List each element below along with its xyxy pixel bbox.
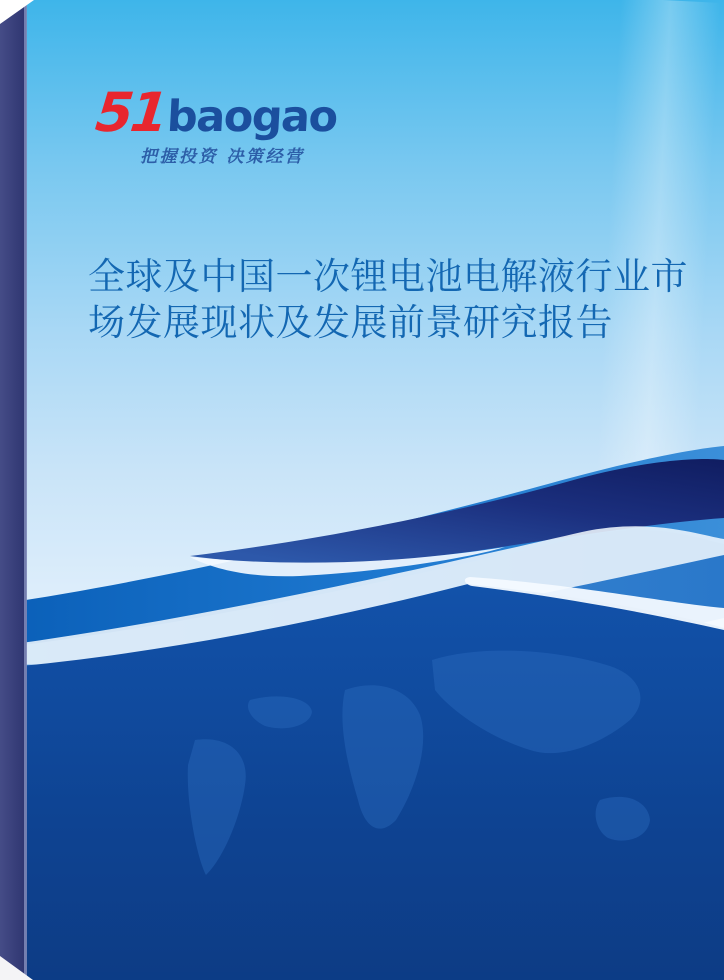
- brand-tagline: 把握投资 决策经营: [140, 147, 305, 167]
- logo: [92, 81, 339, 144]
- logo-baogao: baogao: [165, 92, 339, 142]
- title-line-1: 全球及中国一次锂电池电解液行业市: [88, 255, 688, 298]
- spine-highlight: [24, 0, 27, 980]
- logo-51: 51: [92, 81, 169, 144]
- bottom-strip: [0, 972, 724, 980]
- report-title: [88, 254, 688, 346]
- title-line-2: 场发展现状及发展前景研究报告: [88, 301, 613, 344]
